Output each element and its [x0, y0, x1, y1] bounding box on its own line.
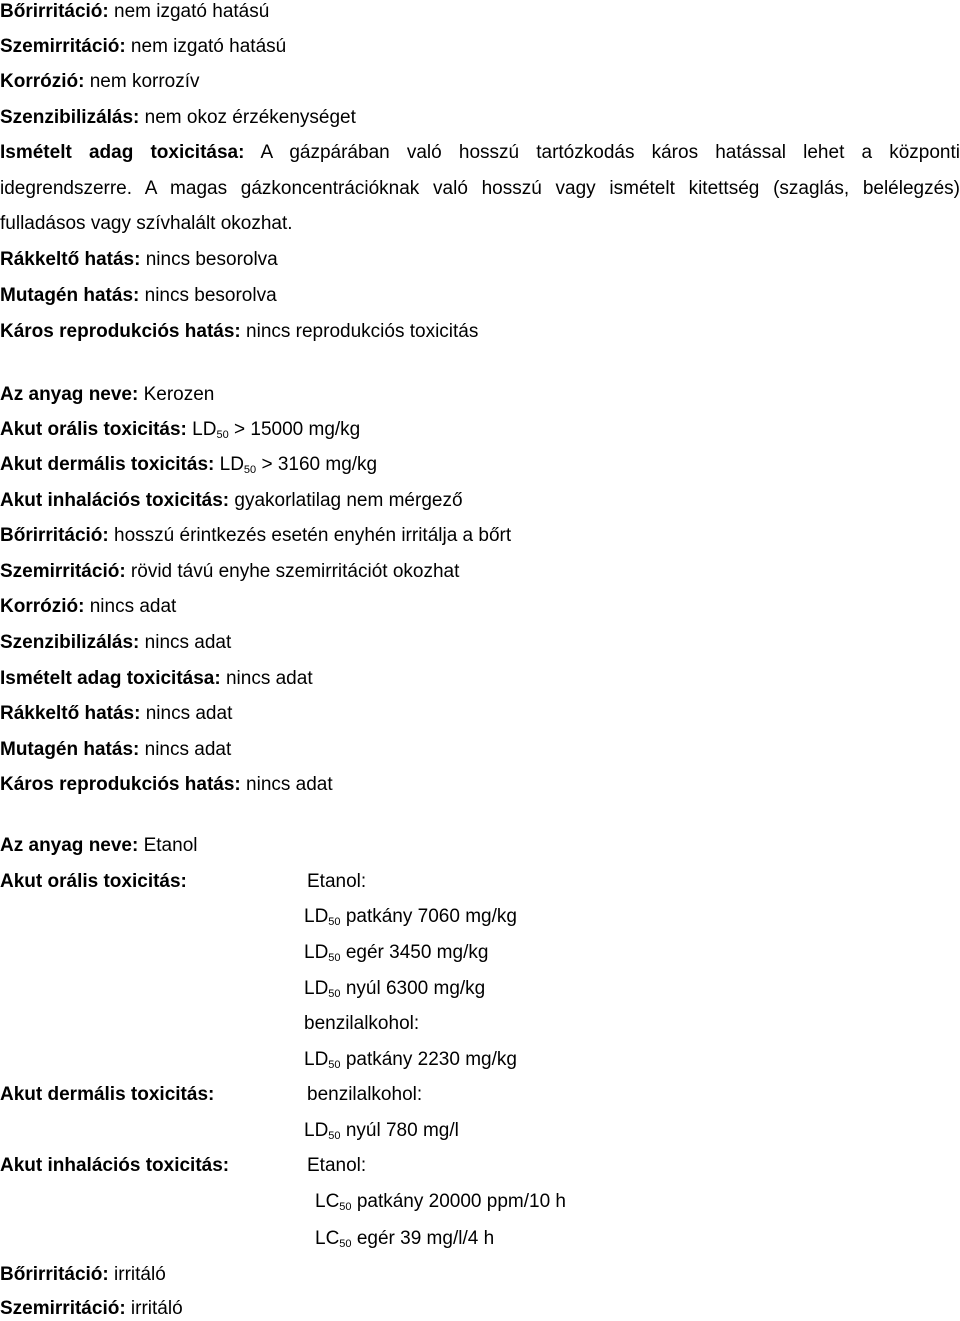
field-value: nem korrozív	[84, 71, 200, 92]
field-label: Ismételt adag toxicitása:	[0, 668, 221, 689]
s3-skin-irritation	[0, 1263, 166, 1287]
s1-carcinogenic	[0, 248, 278, 272]
field-label: Szemirritáció:	[0, 561, 126, 582]
s2-repeated-dose	[0, 667, 313, 691]
field-value: nincs adat	[220, 668, 313, 689]
s1-reproductive	[0, 320, 478, 344]
s2-sensitization	[0, 631, 231, 655]
s3-oral-entry-3	[304, 977, 485, 1001]
subscript: 50	[328, 916, 341, 928]
field-label: Bőrirritáció:	[0, 525, 109, 546]
field-value: A gázpárában való hosszú tartózkodás káros hatással lehet a központi	[244, 142, 960, 163]
field-label: Ismételt adag toxicitása:	[0, 142, 245, 163]
s1-repeated-dose-line1	[0, 141, 960, 165]
s3-dermal-entry-0: benzilalkohol:	[307, 1084, 423, 1105]
s2-eye-irritation	[0, 560, 459, 584]
field-value: nincs adat	[139, 739, 232, 760]
field-label: Akut orális toxicitás:	[0, 419, 187, 440]
s3-eye-irritation	[0, 1297, 183, 1321]
s3-oral-entry-5	[304, 1048, 517, 1072]
s2-mutagenic	[0, 738, 231, 762]
entry-prefix: LC	[315, 1228, 340, 1249]
field-label: Szenzibilizálás:	[0, 107, 140, 128]
s1-mutagenic	[0, 284, 277, 308]
field-label: Korrózió:	[0, 596, 85, 617]
field-value: idegrendszerre. A magas gázkoncentrációknak való hosszú vagy ismételt kitettség (szaglás, belélegzés)	[0, 178, 960, 199]
field-label: Az anyag neve:	[0, 384, 139, 405]
s3-inhalation-entry-1	[315, 1190, 566, 1214]
field-value: nem izgató hatású	[125, 36, 287, 57]
field-label: Bőrirritáció:	[0, 1, 109, 22]
field-label: Akut dermális toxicitás:	[0, 454, 215, 475]
s1-repeated-dose-line3: fulladásos vagy szívhalált okozhat.	[0, 213, 293, 234]
s2-reproductive	[0, 773, 333, 797]
s2-substance-name	[0, 383, 214, 407]
field-label: Káros reprodukciós hatás:	[0, 774, 241, 795]
entry-prefix: LD	[304, 978, 329, 999]
s2-skin-irritation	[0, 524, 511, 548]
entry-prefix: LD	[304, 906, 329, 927]
field-value: nincs adat	[140, 703, 233, 724]
s1-repeated-dose-line2	[0, 177, 960, 201]
s3-substance-name	[0, 834, 197, 858]
field-value: gyakorlatilag nem mérgező	[229, 490, 463, 511]
s3-oral-label: Akut orális toxicitás:	[0, 871, 187, 892]
field-label: Akut inhalációs toxicitás:	[0, 490, 230, 511]
entry-value: patkány 7060 mg/kg	[340, 906, 517, 927]
field-label: Káros reprodukciós hatás:	[0, 321, 241, 342]
field-value: > 3160 mg/kg	[256, 454, 378, 475]
field-value: hosszú érintkezés esetén enyhén irritálja a bőrt	[108, 525, 512, 546]
s2-dermal-toxicity	[0, 453, 377, 477]
field-value: LD	[186, 419, 217, 440]
entry-prefix: LD	[304, 1120, 329, 1141]
entry-prefix: LD	[304, 1049, 329, 1070]
s3-inhalation-entry-0: Etanol:	[307, 1155, 367, 1176]
subscript: 50	[328, 1130, 341, 1142]
s3-oral-entry-4: benzilalkohol:	[304, 1013, 420, 1034]
field-label: Mutagén hatás:	[0, 739, 140, 760]
s1-corrosion	[0, 70, 200, 94]
s1-skin-irritation	[0, 0, 269, 24]
s3-inhalation-label: Akut inhalációs toxicitás:	[0, 1155, 230, 1176]
field-label: Rákkeltő hatás:	[0, 249, 141, 270]
field-label: Szemirritáció:	[0, 36, 126, 57]
field-value: nincs adat	[240, 774, 333, 795]
entry-value: egér 3450 mg/kg	[340, 942, 489, 963]
field-value: nem izgató hatású	[108, 1, 270, 22]
entry-value: nyúl 780 mg/l	[340, 1120, 459, 1141]
field-label: Korrózió:	[0, 71, 85, 92]
field-value: Etanol	[138, 835, 198, 856]
field-value: > 15000 mg/kg	[228, 419, 361, 440]
s3-oral-entry-0: Etanol:	[307, 871, 367, 892]
subscript: 50	[328, 988, 341, 1000]
s3-dermal-label: Akut dermális toxicitás:	[0, 1084, 215, 1105]
field-label: Szemirritáció:	[0, 1298, 126, 1319]
entry-value: patkány 2230 mg/kg	[340, 1049, 517, 1070]
field-value: nincs besorolva	[139, 285, 277, 306]
entry-value: egér 39 mg/l/4 h	[351, 1228, 495, 1249]
field-value: nincs reprodukciós toxicitás	[240, 321, 479, 342]
field-value: nem okoz érzékenységet	[139, 107, 356, 128]
field-value: irritáló	[125, 1298, 183, 1319]
s3-oral-entry-1	[304, 905, 517, 929]
s2-oral-toxicity	[0, 418, 360, 442]
field-label: Szenzibilizálás:	[0, 632, 140, 653]
entry-value: nyúl 6300 mg/kg	[340, 978, 486, 999]
field-label: Bőrirritáció:	[0, 1264, 109, 1285]
field-label: Mutagén hatás:	[0, 285, 140, 306]
s2-carcinogenic	[0, 702, 232, 726]
field-value: rövid távú enyhe szemirritációt okozhat	[125, 561, 460, 582]
entry-prefix: LD	[304, 942, 329, 963]
field-value: nincs adat	[139, 632, 232, 653]
s3-oral-entry-2	[304, 941, 488, 965]
field-value: nincs adat	[84, 596, 177, 617]
subscript: 50	[339, 1238, 352, 1250]
subscript: 50	[243, 464, 257, 476]
subscript: 50	[216, 429, 229, 441]
s1-sensitization	[0, 106, 356, 130]
field-value: Kerozen	[138, 384, 215, 405]
s1-eye-irritation	[0, 35, 286, 59]
field-label: Az anyag neve:	[0, 835, 139, 856]
field-value: irritáló	[108, 1264, 166, 1285]
subscript: 50	[328, 1059, 341, 1071]
entry-value: patkány 20000 ppm/10 h	[351, 1191, 566, 1212]
entry-prefix: LC	[315, 1191, 340, 1212]
subscript: 50	[339, 1201, 352, 1213]
field-label: Rákkeltő hatás:	[0, 703, 141, 724]
s2-inhalation-toxicity	[0, 489, 463, 513]
s3-inhalation-entry-2	[315, 1227, 494, 1251]
s2-corrosion	[0, 595, 176, 619]
subscript: 50	[328, 952, 341, 964]
field-value: nincs besorolva	[140, 249, 278, 270]
field-value: LD	[214, 454, 244, 475]
s3-dermal-entry-1	[304, 1119, 459, 1143]
